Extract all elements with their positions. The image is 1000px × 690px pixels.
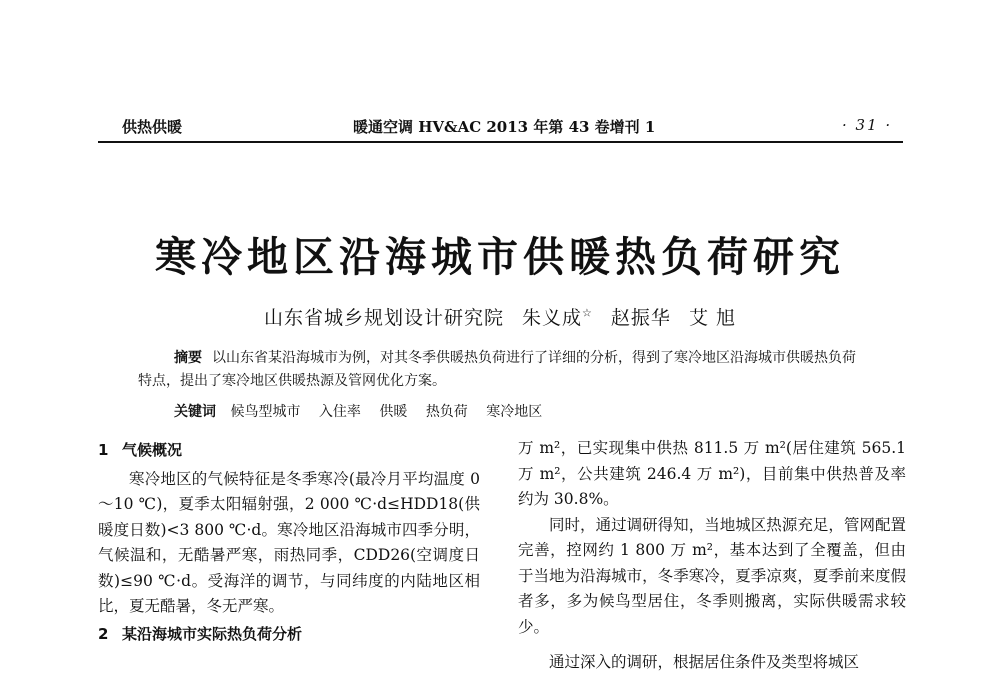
right-column xyxy=(518,436,906,676)
section-heading xyxy=(98,622,480,648)
keyword: 供暖 xyxy=(379,404,408,420)
affiliation: 山东省城乡规划设计研究院 xyxy=(264,307,505,329)
left-column xyxy=(98,436,480,650)
keyword: 热负荷 xyxy=(425,404,468,420)
keyword: 入住率 xyxy=(318,404,361,420)
abstract-label: 摘要 xyxy=(174,350,202,366)
page-number: · 31 · xyxy=(842,116,893,134)
section-number: 2 xyxy=(98,624,109,643)
paragraph: 同时，通过调研得知，当地城区热源充足，管网配置完善，控网约 1 800 万 m²，基本达到了全覆盖，但由于当地为沿海城市，冬季寒冷，夏季凉爽，夏季前来度假者多，多为候鸟型居住，冬季则搬离，实际供暖需求较少。 xyxy=(518,515,906,636)
header-rule xyxy=(98,141,903,143)
paper-title: 寒冷地区沿海城市供暖热负荷研究 xyxy=(155,233,845,281)
section-heading xyxy=(98,438,480,464)
abstract-text: 以山东省某沿海城市为例，对其冬季供暖热负荷进行了详细的分析，得到了寒冷地区沿海城市供暖热负荷特点，提出了寒冷地区供暖热源及管网优化方案。 xyxy=(138,350,856,389)
author-3: 艾 旭 xyxy=(688,307,736,329)
section-number: 1 xyxy=(98,441,109,459)
paragraph: 万 m²，已实现集中供热 811.5 万 m²(居住建筑 565.1 万 m²，公共建筑 246.4 万 m²)，目前集中供热普及率约为 30.8%。 xyxy=(518,439,906,508)
running-header-section: 供热供暖 xyxy=(122,118,183,136)
keyword: 候鸟型城市 xyxy=(230,404,301,420)
author-2: 赵振华 xyxy=(610,307,671,329)
keywords xyxy=(174,401,556,421)
paragraph: 寒冷地区的气候特征是冬季寒冷(最冷月平均温度 0～10 ℃)，夏季太阳辐射强，2 000 ℃·d≤HDD18(供暖度日数)<3 800 ℃·d。寒冷地区沿海城市四季分明，气候温和，无酷暑严寒，雨热同季，CDD26(空调度日数)≤90 ℃·d。受海洋的调节，与同纬度的内陆地区相比，夏无酷暑，冬无严寒。 xyxy=(98,469,480,615)
keyword: 寒冷地区 xyxy=(486,404,543,420)
running-header-journal: 暖通空调 HV&AC 2013 年第 43 卷增刊 1 xyxy=(353,118,656,136)
abstract xyxy=(138,347,868,393)
corresponding-mark: ☆ xyxy=(582,306,593,320)
section-title: 某沿海城市实际热负荷分析 xyxy=(122,624,303,643)
keywords-label: 关键词 xyxy=(174,404,216,420)
first-author: 朱义成 xyxy=(522,307,583,329)
author-line xyxy=(0,303,1000,330)
section-title: 气候概况 xyxy=(122,441,183,459)
paragraph: 通过深入的调研，根据居住条件及类型将城区 xyxy=(549,653,860,671)
